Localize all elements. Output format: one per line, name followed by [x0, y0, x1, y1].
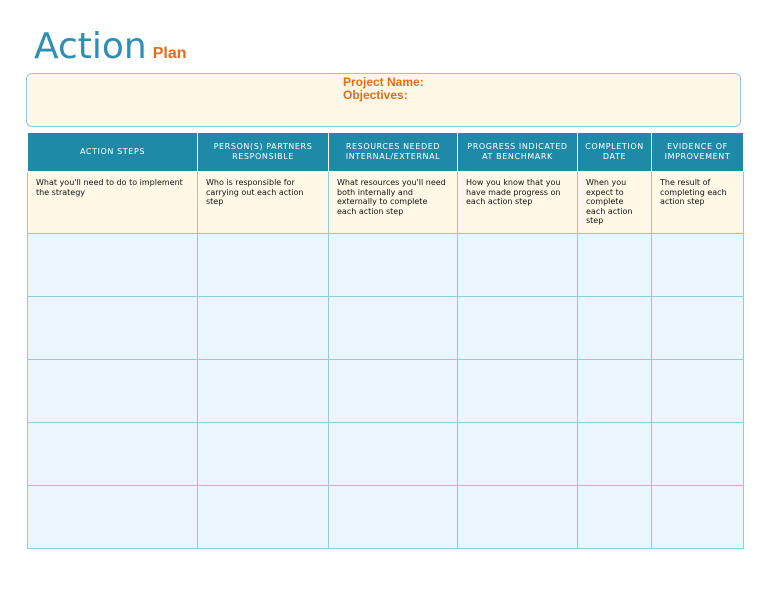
cell-action-steps[interactable]: [28, 297, 198, 360]
header-persons-responsible: PERSON(S) PARTNERS RESPONSIBLE: [198, 133, 329, 172]
cell-resources-needed[interactable]: [329, 423, 458, 486]
cell-progress-indicated[interactable]: [458, 360, 578, 423]
cell-persons-responsible[interactable]: [198, 486, 329, 549]
cell-persons-responsible[interactable]: [198, 234, 329, 297]
cell-action-steps[interactable]: [28, 234, 198, 297]
project-info-box[interactable]: [26, 73, 741, 127]
title-main: Action: [34, 26, 147, 67]
cell-action-steps[interactable]: [28, 423, 198, 486]
header-progress-indicated: PROGRESS INDICATED AT BENCHMARK: [458, 133, 578, 172]
cell-resources-needed[interactable]: [329, 360, 458, 423]
table-header-row: [28, 133, 744, 172]
cell-resources-needed[interactable]: [329, 234, 458, 297]
cell-completion-date[interactable]: [578, 486, 652, 549]
guide-row: [28, 172, 744, 234]
guide-cell-resources-needed[interactable]: What resources you'll need both internally and externally to complete each action step: [329, 172, 458, 234]
cell-progress-indicated[interactable]: [458, 297, 578, 360]
table-row: [28, 423, 744, 486]
guide-cell-evidence-of-improvement[interactable]: The result of completing each action step: [652, 172, 744, 234]
guide-cell-persons-responsible[interactable]: Who is responsible for carrying out each action step: [198, 172, 329, 234]
cell-resources-needed[interactable]: [329, 297, 458, 360]
cell-progress-indicated[interactable]: [458, 423, 578, 486]
cell-evidence-of-improvement[interactable]: [652, 486, 744, 549]
cell-progress-indicated[interactable]: [458, 234, 578, 297]
cell-persons-responsible[interactable]: [198, 297, 329, 360]
cell-persons-responsible[interactable]: [198, 423, 329, 486]
cell-evidence-of-improvement[interactable]: [652, 297, 744, 360]
header-completion-date: COMPLETION DATE: [578, 133, 652, 172]
cell-resources-needed[interactable]: [329, 486, 458, 549]
cell-action-steps[interactable]: [28, 360, 198, 423]
cell-evidence-of-improvement[interactable]: [652, 360, 744, 423]
cell-completion-date[interactable]: [578, 360, 652, 423]
header-evidence-of-improvement: EVIDENCE OF IMPROVEMENT: [652, 133, 744, 172]
action-plan-table: [27, 132, 744, 549]
cell-completion-date[interactable]: [578, 423, 652, 486]
cell-evidence-of-improvement[interactable]: [652, 234, 744, 297]
cell-completion-date[interactable]: [578, 297, 652, 360]
guide-cell-action-steps[interactable]: What you'll need to do to implement the strategy: [28, 172, 198, 234]
header-resources-needed: RESOURCES NEEDED INTERNAL/EXTERNAL: [329, 133, 458, 172]
cell-completion-date[interactable]: [578, 234, 652, 297]
table-row: [28, 297, 744, 360]
cell-progress-indicated[interactable]: [458, 486, 578, 549]
table-row: [28, 234, 744, 297]
cell-evidence-of-improvement[interactable]: [652, 423, 744, 486]
cell-persons-responsible[interactable]: [198, 360, 329, 423]
project-name-label: Project Name:: [343, 75, 424, 89]
title-sub: Plan: [152, 45, 187, 62]
header-action-steps: ACTION STEPS: [28, 133, 198, 172]
cell-action-steps[interactable]: [28, 486, 198, 549]
table-row: [28, 360, 744, 423]
objectives-label: Objectives:: [343, 88, 408, 102]
page-title: [34, 26, 187, 67]
guide-cell-completion-date[interactable]: When you expect to complete each action step: [578, 172, 652, 234]
table-row: [28, 486, 744, 549]
guide-cell-progress-indicated[interactable]: How you know that you have made progress on each action step: [458, 172, 578, 234]
